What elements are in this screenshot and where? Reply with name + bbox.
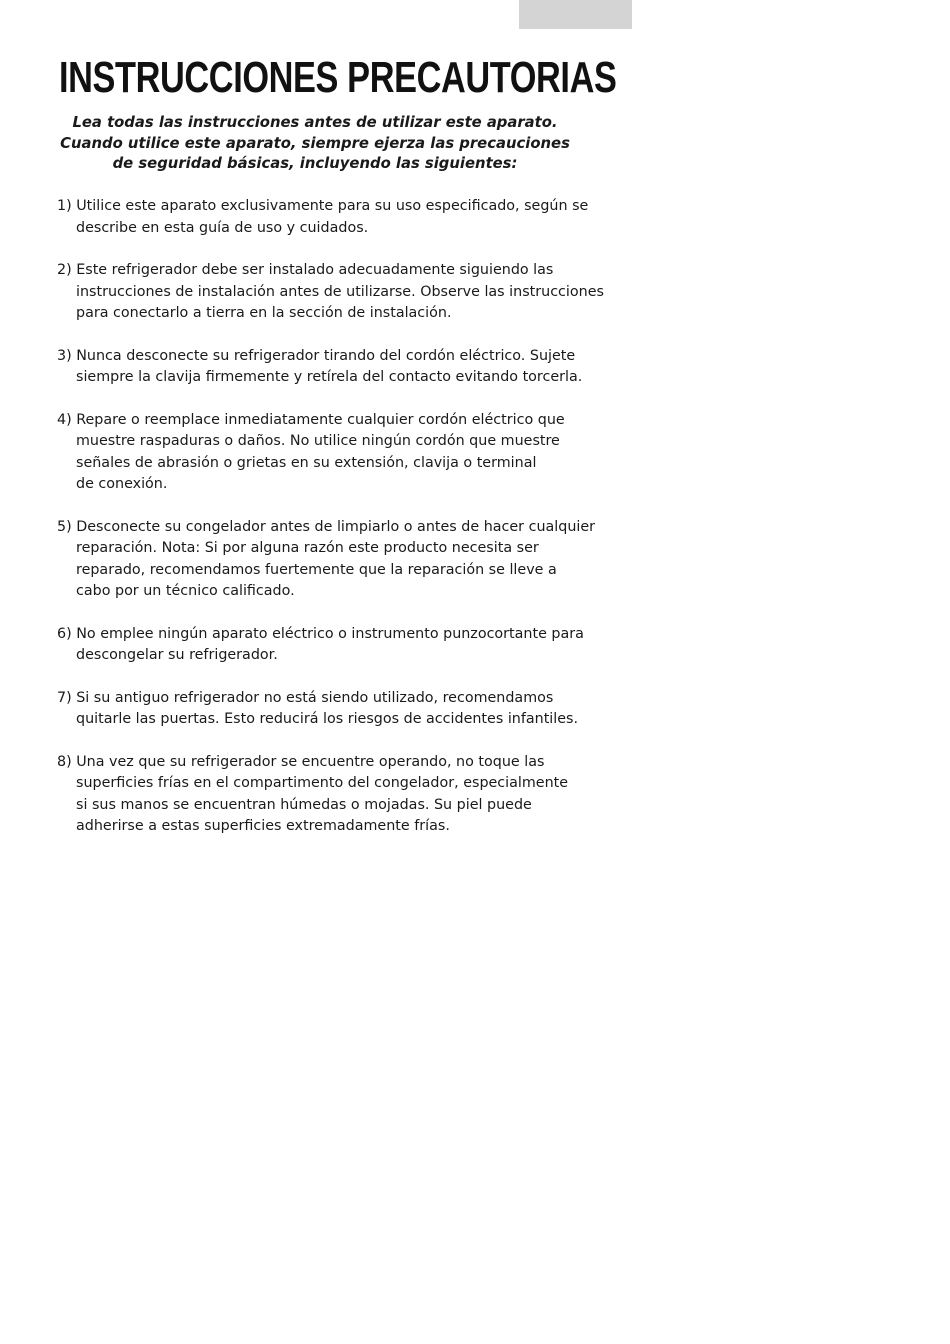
instruction-line: 4) Repare o reemplace inmediatamente cualquier cordón eléctrico que [57, 411, 565, 428]
instruction-line: descongelar su refrigerador. [76, 647, 278, 663]
instruction-line: superficies frías en el compartimento del congelador, especialmente [76, 775, 569, 791]
instruction-line: siempre la clavija firmemente y retírela del contacto evitando torcerla. [76, 369, 583, 385]
instruction-line: de conexión. [76, 476, 168, 492]
page-tab-marker [519, 0, 632, 29]
instruction-line: reparado, recomendamos fuertemente que la reparación se lleve a [76, 561, 557, 578]
instruction-line: 1) Utilice este aparato exclusivamente para su uso especificado, según se [57, 198, 589, 214]
instruction-line: muestre raspaduras o daños. No utilice ningún cordón que muestre [76, 433, 560, 449]
intro-paragraph [52, 113, 578, 175]
instruction-line: 6) No emplee ningún aparato eléctrico o instrumento punzocortante para [57, 625, 584, 642]
intro-line: de seguridad básicas, incluyendo las siguientes: [112, 155, 518, 172]
instruction-line: señales de abrasión o grietas en su extensión, clavija o terminal [76, 454, 537, 471]
instruction-line: cabo por un técnico calificado. [76, 583, 295, 599]
instruction-line: adherirse a estas superficies extremadamente frías. [76, 818, 450, 834]
instruction-line: si sus manos se encuentran húmedas o mojadas. Su piel puede [76, 796, 532, 813]
instruction-item-6 [57, 624, 584, 667]
instruction-line: para conectarlo a tierra en la sección de instalación. [76, 305, 452, 321]
instruction-line: 7) Si su antiguo refrigerador no está siendo utilizado, recomendamos [57, 689, 554, 706]
intro-line: Cuando utilice este aparato, siempre ejerza las precauciones [60, 134, 570, 152]
instruction-line: 3) Nunca desconecte su refrigerador tirando del cordón eléctrico. Sujete [57, 347, 576, 364]
instruction-item-1 [57, 196, 589, 239]
instruction-line: 2) Este refrigerador debe ser instalado adecuadamente siguiendo las [57, 262, 554, 278]
instruction-line: 8) Una vez que su refrigerador se encuentre operando, no toque las [57, 753, 545, 770]
instruction-item-4 [57, 410, 577, 496]
instruction-item-5 [57, 517, 596, 603]
instruction-list [57, 196, 604, 859]
instruction-line: instrucciones de instalación antes de utilizarse. Observe las instrucciones [76, 283, 604, 300]
instruction-item-7 [57, 688, 577, 731]
instruction-line: quitarle las puertas. Esto reducirá los riesgos de accidentes infantiles. [76, 711, 579, 727]
instruction-item-3 [57, 346, 583, 389]
intro-line: Lea todas las instrucciones antes de utilizar este aparato. [72, 114, 558, 131]
instruction-line: reparación. Nota: Si por alguna razón este producto necesita ser [76, 540, 539, 556]
instruction-item-8 [57, 752, 577, 838]
instruction-item-2 [57, 260, 604, 325]
instruction-line: 5) Desconecte su congelador antes de limpiarlo o antes de hacer cualquier [57, 518, 596, 535]
page-title: INSTRUCCIONES PRECAUTORIAS [59, 53, 617, 102]
instruction-line: describe en esta guía de uso y cuidados. [76, 219, 369, 236]
